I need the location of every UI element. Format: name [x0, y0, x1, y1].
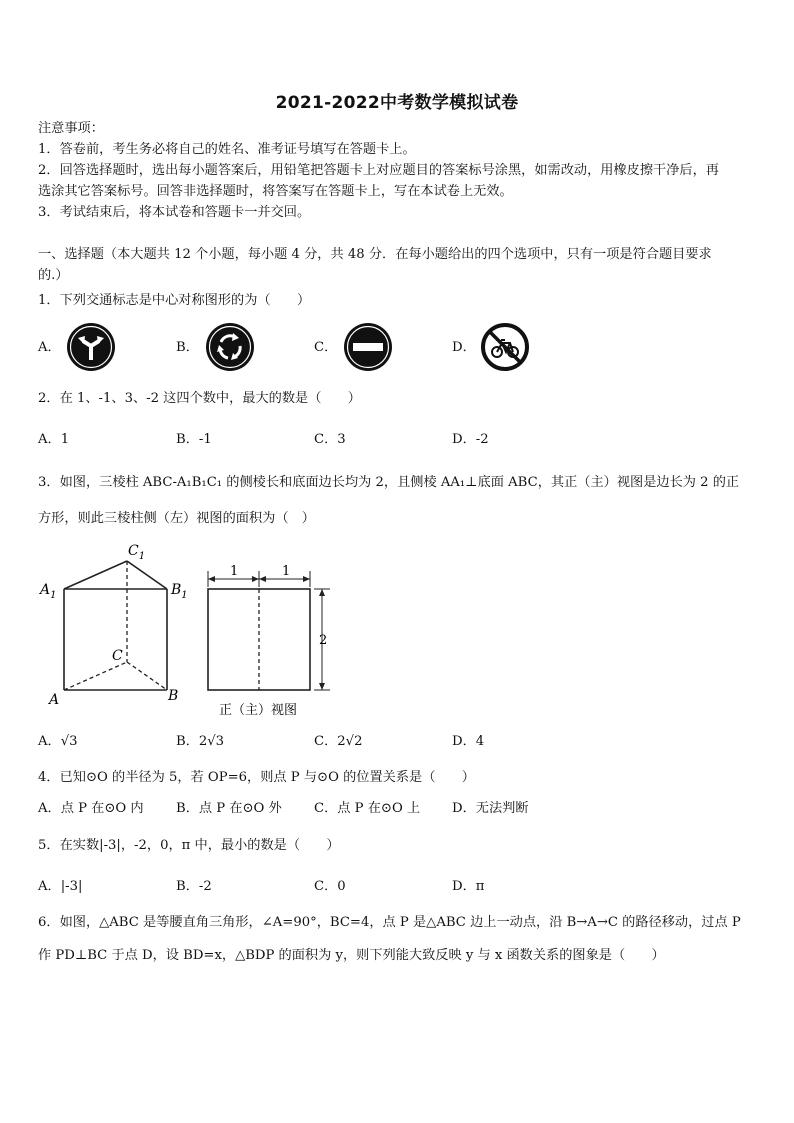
- section-heading: 一、选择题（本大题共 12 个小题，每小题 4 分，共 48 分．在每小题给出的四个选项中，只有一项是符合题目要求: [38, 247, 712, 262]
- q5-option-b: B．-2: [176, 879, 212, 894]
- q5-option-c: C．0: [314, 879, 346, 894]
- question-6-stem: 6．如图，△ABC 是等腰直角三角形，∠A=90°，BC=4，点 P 是△ABC 边上一动点，沿 B→A→C 的路径移动，过点 P: [38, 915, 741, 930]
- q4-option-c: C．点 P 在⊙O 上: [314, 801, 421, 816]
- q4-option-d: D．无法判断: [452, 801, 529, 816]
- q2-option-a: A．1: [38, 432, 70, 447]
- q2-option-b: B．-1: [176, 432, 212, 447]
- q2-option-d: D．-2: [452, 432, 489, 447]
- q3-option-a-value: √3: [60, 734, 78, 749]
- turn-left-right-sign-icon: [66, 322, 116, 372]
- q1-option-b-label: B．: [176, 340, 199, 355]
- q3-option-b: B．2√3: [176, 734, 225, 749]
- q3-option-c-value: 2√2: [337, 734, 363, 749]
- notice-item: 3．考试结束后，将本试卷和答题卡一并交回。: [38, 205, 311, 220]
- no-bicycle-sign-icon: [480, 322, 530, 372]
- question-5-stem: 5．在实数|-3|，-2，0，π 中，最小的数是（ ）: [38, 838, 340, 853]
- notice-item: 选涂其它答案标号。回答非选择题时，将答案写在答题卡上，写在本试卷上无效。: [38, 184, 513, 199]
- notice-item: 2．回答选择题时，选出每小题答案后，用铅笔把答题卡上对应题目的答案标号涂黑，如需改动，用橡皮擦干净后，再: [38, 163, 719, 178]
- q5-option-a: A．|-3|: [38, 879, 83, 894]
- question-3-stem-cont: 方形，则此三棱柱侧（左）视图的面积为（ ）: [38, 511, 315, 526]
- label-c1: $C_1$: [128, 543, 146, 562]
- label-b1: $B_1$: [171, 582, 188, 601]
- q4-option-b: B．点 P 在⊙O 外: [176, 801, 282, 816]
- dim-right: 1: [282, 564, 291, 579]
- notice-item: 1．答卷前，考生务必将自己的姓名、准考证号填写在答题卡上。: [38, 142, 416, 157]
- q4-option-a: A．点 P 在⊙O 内: [38, 801, 144, 816]
- question-2-stem: 2．在 1、-1、3、-2 这四个数中，最大的数是（ ）: [38, 391, 361, 406]
- q1-option-c-label: C．: [314, 340, 338, 355]
- question-4-stem: 4．已知⊙O 的半径为 5，若 OP=6，则点 P 与⊙O 的位置关系是（ ）: [38, 770, 475, 785]
- question-6-stem-cont: 作 PD⊥BC 于点 D，设 BD=x，△BDP 的面积为 y，则下列能大致反映 y 与 x 函数关系的图象是（ ）: [38, 948, 665, 963]
- figure-caption: 正（主）视图: [219, 703, 298, 718]
- section-heading-cont: 的.）: [38, 268, 69, 283]
- label-c: C: [112, 648, 123, 664]
- dim-left: 1: [230, 564, 239, 579]
- question-1-stem: 1．下列交通标志是中心对称图形的为（ ）: [38, 293, 311, 308]
- q2-option-c: C．3: [314, 432, 346, 447]
- prism-figure: [34, 538, 344, 723]
- q3-option-a: A．√3: [38, 734, 78, 749]
- q3-option-c: C．2√2: [314, 734, 363, 749]
- label-a: A: [49, 692, 60, 708]
- q3-option-b-value: 2√3: [198, 734, 225, 749]
- label-b: B: [168, 688, 179, 704]
- q1-option-a-label: A．: [38, 340, 61, 355]
- q3-option-d: D．4: [452, 734, 485, 749]
- dim-height: 2: [319, 633, 328, 648]
- question-3-stem: 3．如图，三棱柱 ABC-A₁B₁C₁ 的侧棱长和底面边长均为 2，且侧棱 AA₁⊥底面 ABC，其正（主）视图是边长为 2 的正: [38, 475, 740, 490]
- no-entry-sign-icon: [343, 322, 393, 372]
- q1-option-d-label: D．: [452, 340, 476, 355]
- page-title: 2021-2022中考数学模拟试卷: [275, 93, 519, 113]
- roundabout-sign-icon: [205, 322, 255, 372]
- q5-option-d: D．π: [452, 879, 485, 894]
- label-a1: $A_1$: [40, 582, 57, 601]
- notice-heading: 注意事项：: [38, 121, 104, 136]
